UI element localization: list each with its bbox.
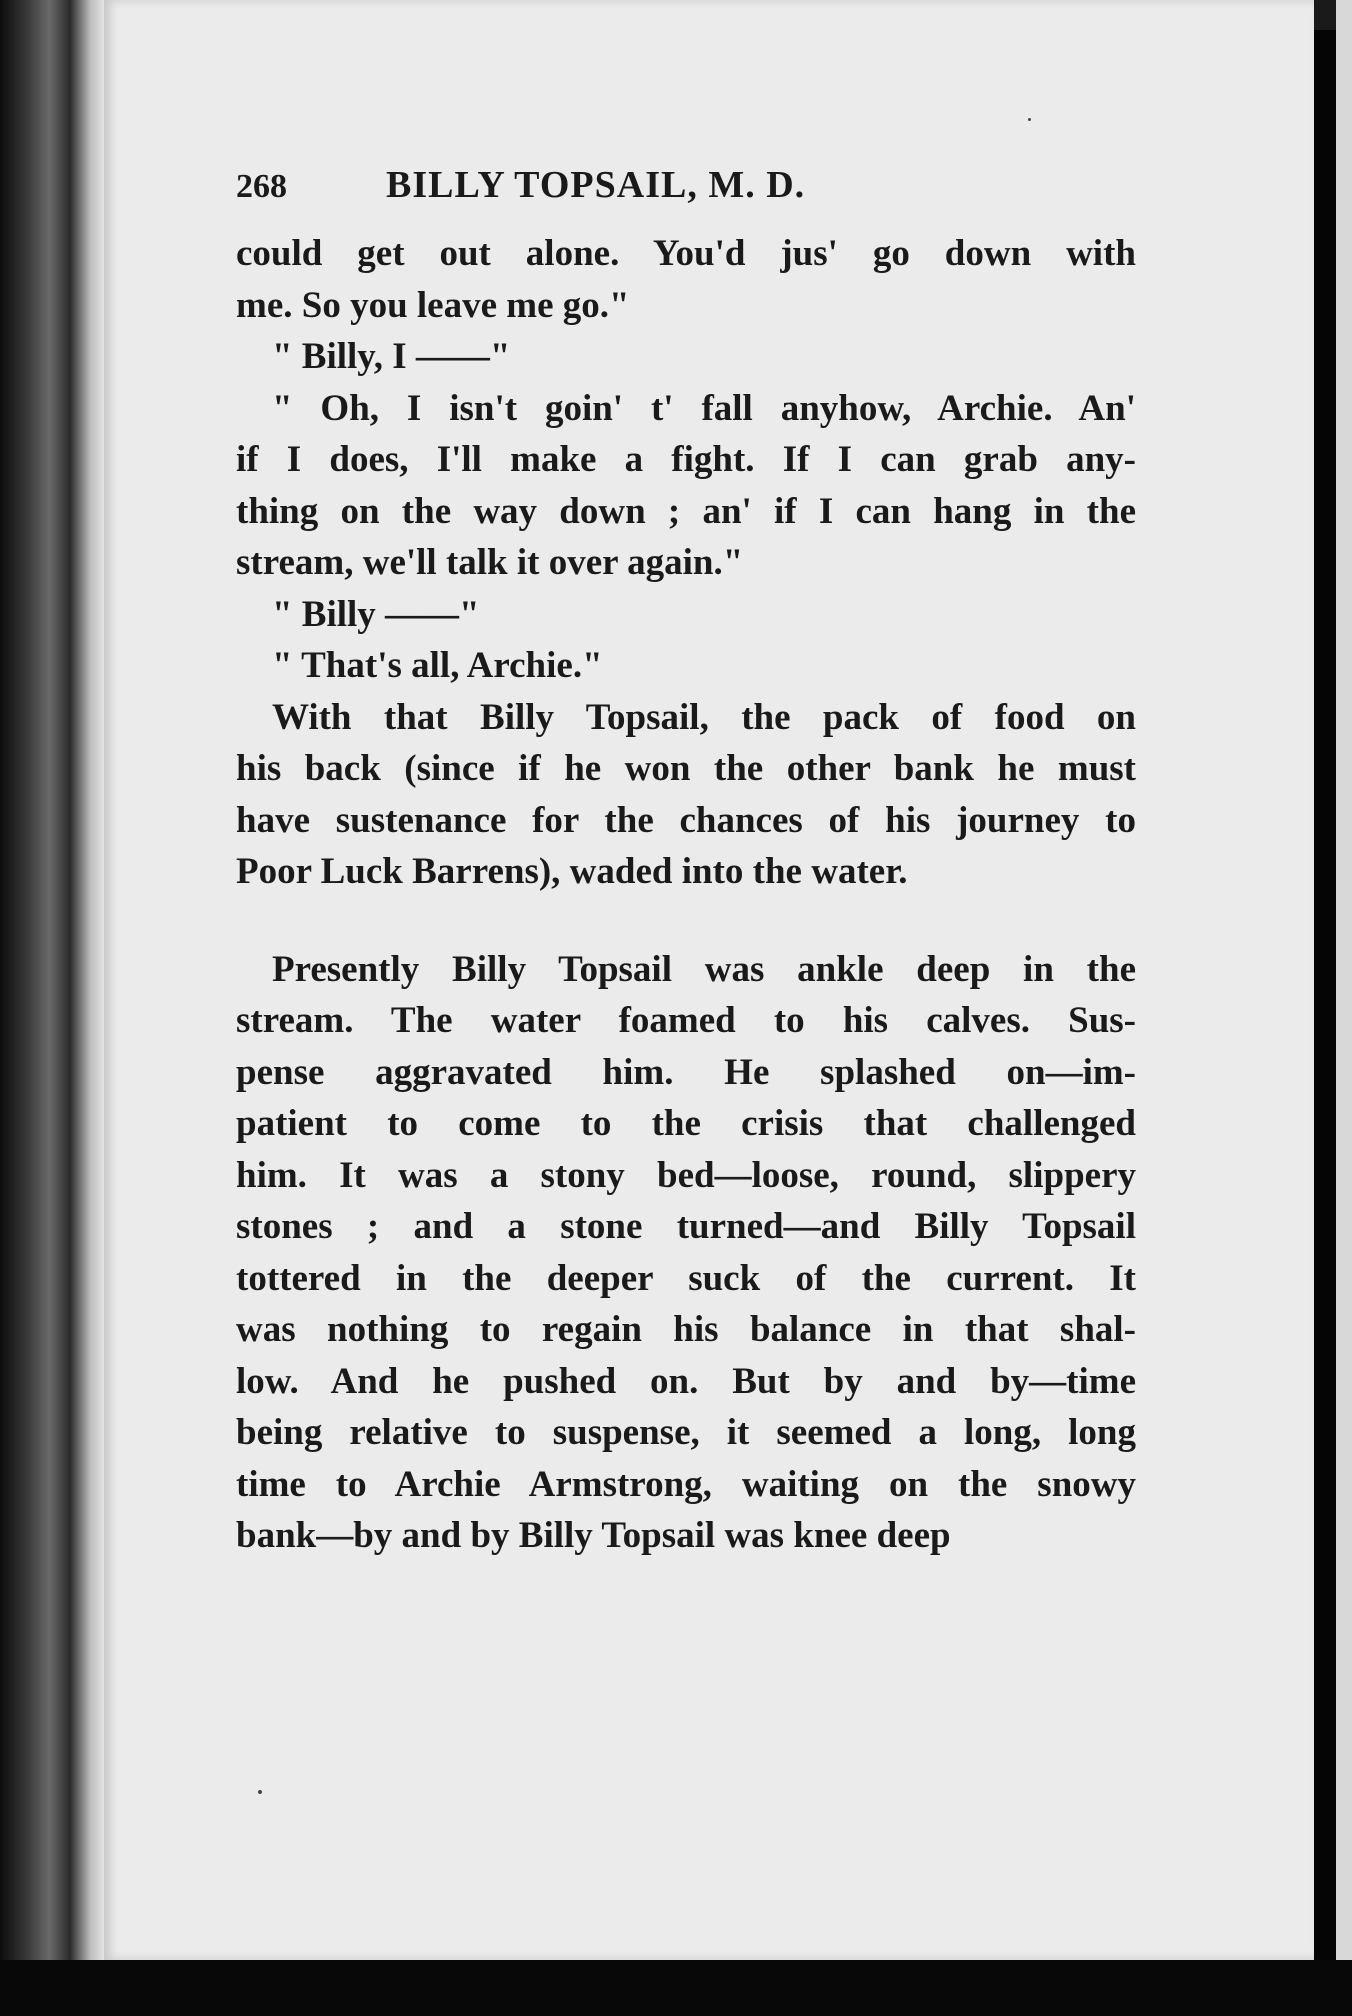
text-line: could get out alone. You'd jus' go down with — [236, 233, 1136, 274]
text-line: stream, we'll talk it over again." — [236, 542, 744, 583]
text-line: Presently Billy Topsail was ankle deep in the — [272, 948, 1136, 990]
paragraph — [236, 640, 1136, 692]
text-line: patient to come to the crisis that challenged — [236, 1103, 1136, 1144]
paper-speck — [258, 1790, 262, 1794]
body-text-continued — [236, 944, 1136, 1562]
text-line: " Billy ——" — [272, 593, 480, 635]
paragraph — [236, 589, 1136, 641]
scan-bottom-edge — [0, 1960, 1352, 2016]
text-line: tottered in the deeper suck of the current. It — [236, 1257, 1136, 1299]
text-line: low. And he pushed on. But by and by—time — [236, 1360, 1136, 1402]
text-line: " Billy, I ——" — [272, 336, 511, 377]
running-head-title: BILLY TOPSAIL, M. D. — [386, 164, 806, 206]
scan-right-margin — [1336, 0, 1352, 2016]
text-line: Poor Luck Barrens), waded into the water. — [236, 851, 908, 892]
paragraph — [236, 692, 1136, 898]
text-line: stream. The water foamed to his calves. Sus- — [236, 1000, 1136, 1041]
page-number: 268 — [236, 168, 287, 205]
text-line: have sustenance for the chances of his journey to — [236, 799, 1136, 841]
section-break — [236, 898, 1136, 944]
text-line: thing on the way down ; an' if I can hang in the — [236, 490, 1136, 532]
text-line: With that Billy Topsail, the pack of food on — [272, 696, 1136, 738]
text-line: bank—by and by Billy Topsail was knee deep — [236, 1515, 951, 1556]
text-line: his back (since if he won the other bank he must — [236, 748, 1136, 789]
page-right-edge-shadow — [1314, 30, 1336, 1960]
paragraph — [236, 383, 1136, 589]
text-line: " Oh, I isn't goin' t' fall anyhow, Archie. An' — [272, 387, 1136, 429]
text-line: pense aggravated him. He splashed on—im- — [236, 1051, 1136, 1093]
body-text — [236, 228, 1136, 898]
text-line: him. It was a stony bed—loose, round, slippery — [236, 1154, 1136, 1196]
text-line: stones ; and a stone turned—and Billy Topsail — [236, 1206, 1136, 1247]
paragraph — [236, 944, 1136, 1562]
paragraph — [236, 331, 1136, 383]
text-line: if I does, I'll make a fight. If I can grab any- — [236, 439, 1136, 480]
page-gutter — [70, 0, 104, 2016]
text-line: being relative to suspense, it seemed a long, long — [236, 1412, 1136, 1453]
text-line: " That's all, Archie." — [272, 645, 603, 686]
book-spine-shadow — [0, 0, 70, 2016]
text-line: was nothing to regain his balance in that shal- — [236, 1309, 1136, 1350]
text-line: time to Archie Armstrong, waiting on the snowy — [236, 1463, 1136, 1505]
paper-speck — [1028, 118, 1031, 121]
text-line: me. So you leave me go." — [236, 284, 630, 326]
page-text — [236, 160, 1136, 1562]
running-head — [236, 160, 1136, 228]
paragraph — [236, 228, 1136, 331]
